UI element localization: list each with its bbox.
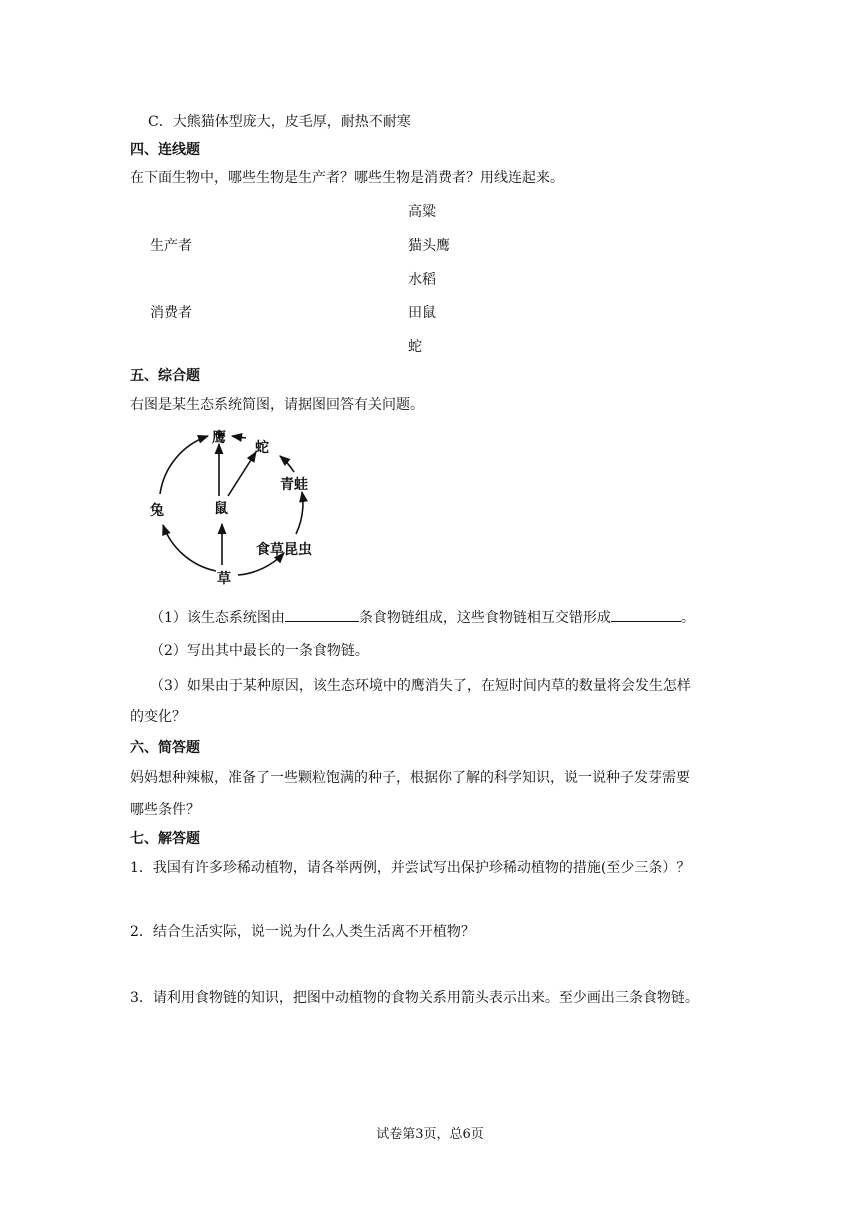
section-heading-5: 五、综合题: [130, 368, 200, 384]
right-item-snake: 蛇: [408, 339, 422, 355]
left-item-consumer: 消费者: [150, 305, 192, 321]
q1-text-a: （1）该生态系统图由: [150, 610, 285, 626]
question-7-1: 1．我国有许多珍稀动植物，请各举两例，并尝试写出保护珍稀动植物的措施(至少三条）？: [130, 860, 691, 876]
label-rabbit: 兔: [150, 503, 164, 519]
question-7-3: 3．请利用食物链的知识，把图中动植物的食物关系用箭头表示出来。至少画出三条食物链。: [130, 990, 699, 1006]
question-5-3-line2: 的变化？: [130, 709, 186, 725]
label-snake: 蛇: [255, 440, 269, 456]
question-5-1: [150, 606, 695, 628]
section-heading-7: 七、解答题: [130, 831, 200, 847]
page-footer: 试卷第3页，总6页: [376, 1127, 484, 1142]
question-5-3-line1: （3）如果由于某种原因，该生态环境中的鹰消失了，在短时间内草的数量将会发生怎样: [150, 678, 691, 694]
label-insect: 食草昆虫: [256, 542, 312, 558]
right-item-sorghum: 高粱: [408, 204, 436, 220]
diagram-intro: 右图是某生态系统简图，请据图回答有关问题。: [130, 397, 424, 413]
right-item-rice: 水稻: [408, 272, 436, 288]
matching-question: 在下面生物中，哪些生物是生产者？哪些生物是消费者？用线连起来。: [130, 170, 564, 186]
arrow-grass-to-rabbit: [163, 525, 216, 571]
answer-blank-2[interactable]: [611, 606, 681, 622]
arrow-rabbit-to-eagle: [160, 436, 208, 494]
arrow-frog-to-snake: [280, 456, 294, 472]
question-5-2: （2）写出其中最长的一条食物链。: [150, 643, 369, 659]
answer-blank-1[interactable]: [285, 606, 359, 622]
question-6-line2: 哪些条件？: [130, 802, 200, 818]
q1-text-c: 。: [680, 610, 695, 626]
section-heading-6: 六、简答题: [130, 740, 200, 756]
label-eagle: 鹰: [212, 430, 226, 446]
food-web-diagram: [148, 420, 338, 590]
arrow-snake-to-eagle: [232, 436, 246, 438]
option-c: C．大熊猫体型庞大，皮毛厚，耐热不耐寒: [148, 114, 411, 130]
question-7-2: 2．结合生活实际，说一说为什么人类生活离不开植物？: [130, 924, 475, 940]
q1-text-b: 条食物链组成，这些食物链相互交错形成: [358, 610, 611, 626]
label-mouse: 鼠: [214, 501, 228, 517]
label-grass: 草: [217, 571, 231, 587]
question-6-line1: 妈妈想种辣椒，准备了一些颗粒饱满的种子，根据你了解的科学知识，说一说种子发芽需要: [130, 770, 690, 786]
left-item-producer: 生产者: [150, 238, 192, 254]
arrow-insect-to-frog: [296, 492, 303, 534]
label-frog: 青蛙: [280, 477, 308, 493]
right-item-field-mouse: 田鼠: [408, 305, 436, 321]
section-heading-4: 四、连线题: [130, 142, 200, 158]
right-item-owl: 猫头鹰: [408, 238, 450, 254]
arrow-mouse-to-snake: [228, 452, 256, 496]
